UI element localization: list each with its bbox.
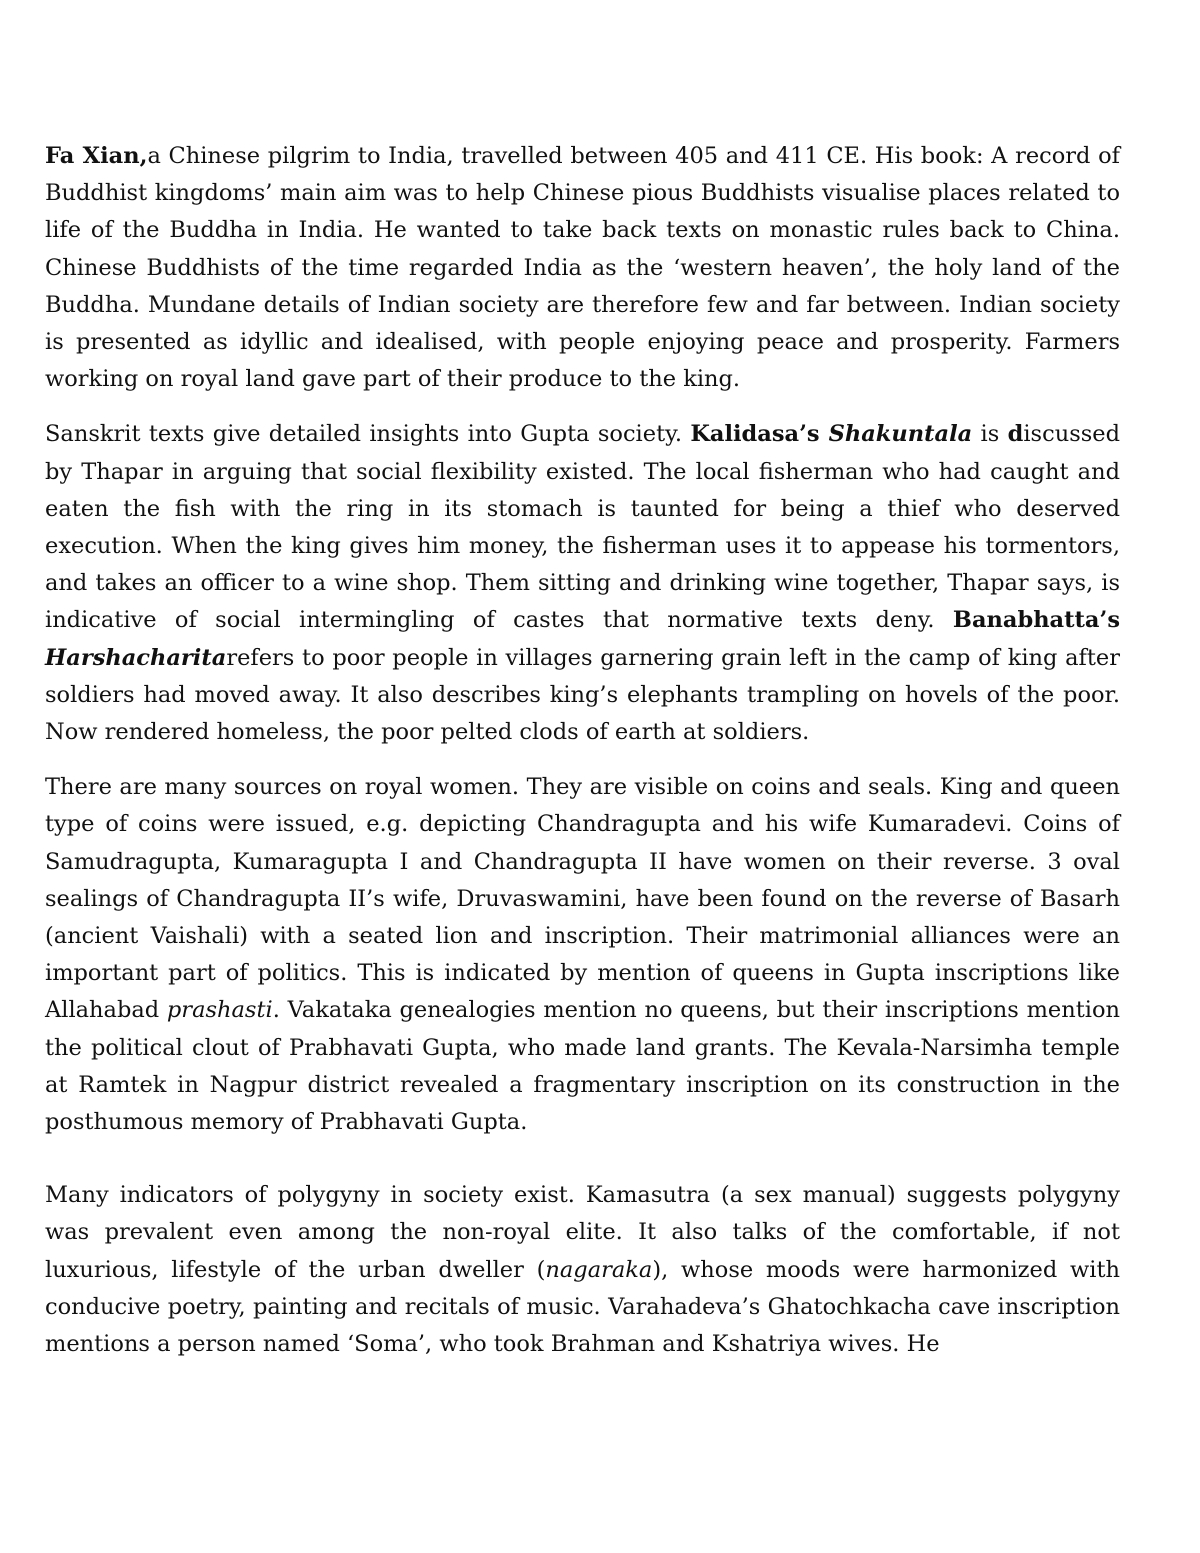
paragraph-text: is xyxy=(972,421,1008,448)
paragraph-text: . Vakataka genealogies mention no queens, but their inscriptions mention the political clout of Prabhavati Gupta, who made land grants. The Kevala-Narsimha temple at Ramtek in Nagpur district revealed a fragmentary inscription on its construction in the posthumous memory of Prabhavati Gupta. xyxy=(45,997,1120,1136)
author-kalidasa: Kalidasa’s xyxy=(690,421,829,448)
bold-letter: d xyxy=(1007,421,1024,448)
paragraph-royal-women xyxy=(45,769,1120,1141)
author-banabhatta: Banabhatta’s xyxy=(952,607,1120,634)
paragraph-sanskrit-texts xyxy=(45,416,1120,751)
document-body xyxy=(45,138,1120,1381)
paragraph-polygyny xyxy=(45,1177,1120,1363)
term-nagaraka: nagaraka xyxy=(545,1256,653,1283)
name-fa-xian: Fa Xian, xyxy=(45,143,148,169)
work-shakuntala: Shakuntala xyxy=(828,421,973,448)
paragraph-text: a Chinese pilgrim to India, travelled between 405 and 411 CE. His book: A record of Buddhist kingdoms’ main aim was to help Chinese pious Buddhists visualise places related to life of the Buddha in India. He wanted to take back texts on monastic rules back to China. Chinese Buddhists of the time regarded India as the ‘western heaven’, the holy land of the Buddha. Mundane details of Indian society are therefore few and far between. Indian society is presented as idyllic and idealised, with people enjoying peace and prosperity. Farmers working on royal land gave part of their produce to the king. xyxy=(45,143,1120,393)
paragraph-text: There are many sources on royal women. They are visible on coins and seals. King and queen type of coins were issued, e.g. depicting Chandragupta and his wife Kumaradevi. Coins of Samudragupta, Kumaragupta I and Chandragupta II have women on their reverse. 3 oval sealings of Chandragupta II’s wife, Druvaswamini, have been found on the reverse of Basarh (ancient Vaishali) with a seated lion and inscription. Their matrimonial alliances were an important part of politics. This is indicated by mention of queens in Gupta inscriptions like Allahabad xyxy=(45,774,1120,1024)
paragraph-text: iscussed by Thapar in arguing that social flexibility existed. The local fisherman who had caught and eaten the fish with the ring in its stomach is taunted for being a thief who deserved execution. When the king gives him money, the fisherman uses it to appease his tormentors, and takes an officer to a wine shop. Them sitting and drinking wine together, Thapar says, is indicative of social intermingling of castes that normative texts deny. xyxy=(45,421,1121,634)
paragraph-text: Many indicators of polygyny in society exist. Kamasutra (a sex manual) suggests polygyny was prevalent even among the non-royal elite. It also talks of the comfortable, if not luxurious, lifestyle of the urban dweller ( xyxy=(45,1182,1120,1283)
paragraph-text: ), whose moods were harmonized with conducive poetry, painting and recitals of music. Varahadeva’s Ghatochkacha cave inscription mentions a person named ‘Soma’, who took Brahman and Kshatriya wives. He xyxy=(45,1256,1120,1358)
paragraph-text: refers to poor people in villages garnering grain left in the camp of king after soldiers had moved away. It also describes king’s elephants trampling on hovels of the poor. Now rendered homeless, the poor pelted clods of earth at soldiers. xyxy=(45,644,1120,746)
paragraph-fa-xian xyxy=(45,138,1120,398)
work-harshacharita: Harshacharita xyxy=(45,644,227,671)
term-prashasti: prashasti xyxy=(166,997,273,1024)
paragraph-text: Sanskrit texts give detailed insights into Gupta society. xyxy=(45,421,691,448)
